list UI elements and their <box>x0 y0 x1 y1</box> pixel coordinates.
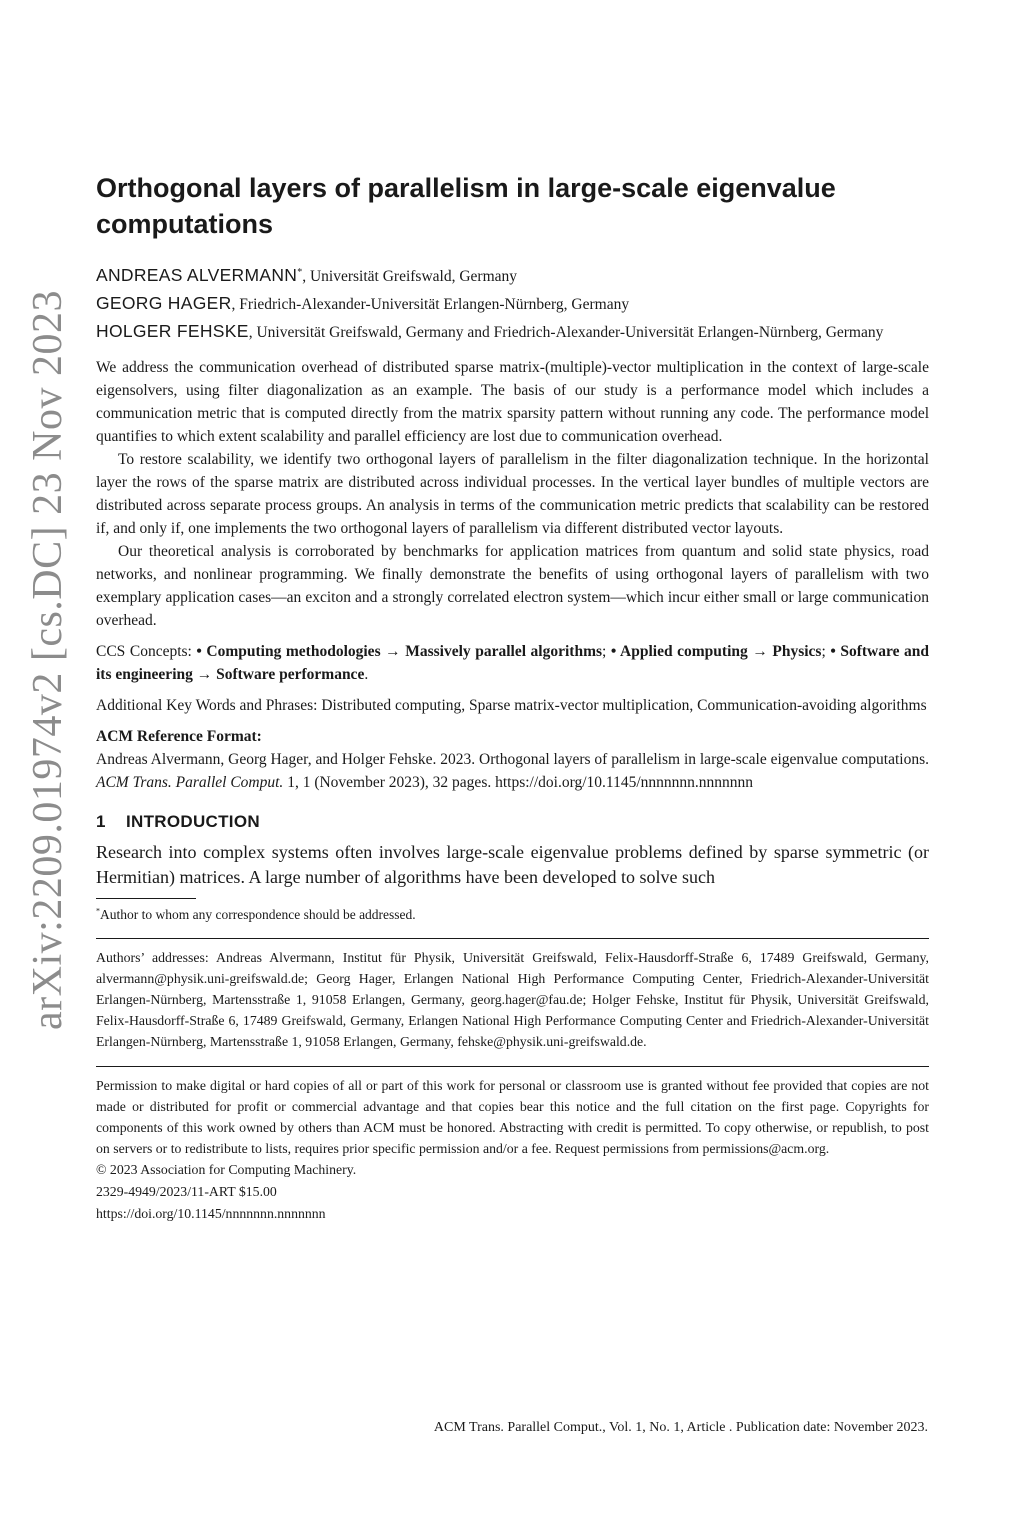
copyright-line: © 2023 Association for Computing Machinery. <box>96 1162 357 1177</box>
abstract-paragraph: We address the communication overhead of distributed sparse matrix-(multiple)-vector multiplication in the context of large-scale eigensolvers, using filter diagonalization as an example. The basis of our study is a performance model which includes a communication metric that is computed directly from the matrix sparsity pattern without running any code. The performance model quantifies to which extent scalability and parallel efficiency are lost due to communication overhead. <box>96 359 929 445</box>
section-heading <box>96 812 929 832</box>
ccs-separator: ; <box>821 643 831 660</box>
footnote-mark: * <box>96 906 100 916</box>
ccs-end: . <box>364 666 369 683</box>
issn-line: 2329-4949/2023/11-ART $15.00 <box>96 1184 277 1199</box>
author-list <box>96 262 929 346</box>
ccs-concept: • Computing methodologies → Massively parallel algorithms <box>196 643 603 660</box>
paper-metadata <box>96 640 929 794</box>
ccs-concepts <box>96 640 929 686</box>
author-entry <box>96 318 929 346</box>
main-content <box>96 170 929 1225</box>
author-affiliation: , Universität Greifswald, Germany <box>302 268 518 285</box>
permission-notice: Permission to make digital or hard copies of all or part of this work for personal or classroom use is granted without fee provided that copies are not made or distributed for profit or commercial advantage and that copies bear this notice and the full citation on the first page. Copyrights for components of this work owned by others than ACM must be honored. Abstracting with credit is permitted. To copy otherwise, or republish, to post on servers or to redistribute to lists, requires prior specific permission and/or a fee. Request permissions from permissions@acm.org. <box>96 1078 929 1156</box>
author-entry <box>96 262 929 290</box>
running-footer: ACM Trans. Parallel Comput., Vol. 1, No. 1, Article . Publication date: November 2023. <box>433 1420 928 1435</box>
ccs-concept: • Applied computing → Physics <box>610 643 822 660</box>
permission-divider <box>96 1066 929 1067</box>
paper-title: Orthogonal layers of parallelism in large-scale eigenvalue computations <box>96 173 836 239</box>
ccs-separator: ; <box>602 643 611 660</box>
acm-reference-journal: ACM Trans. Parallel Comput. <box>96 774 284 791</box>
author-mark: * <box>297 266 303 278</box>
section-number: 1 <box>96 812 106 831</box>
intro-paragraph: Research into complex systems often involves large-scale eigenvalue problems defined by sparse symmetric (or Hermitian) matrices. A large number of algorithms have been developed to solve such <box>96 842 929 887</box>
addresses-divider <box>96 938 929 939</box>
author-entry <box>96 290 929 318</box>
arxiv-stamp <box>16 290 80 1030</box>
acm-reference <box>96 748 929 794</box>
footnote <box>96 905 929 924</box>
author-addresses: Authors’ addresses: Andreas Alvermann, Institut für Physik, Universität Greifswald, Felix-Hausdorff-Straße 6, 17489 Greifswald, Germany, alvermann@physik.uni-greifswald.de; Georg Hager, Erlangen National High Performance Computing Center, Friedrich-Alexander-Universität Erlangen-Nürnberg, Martensstraße 1, 91058 Erlangen, Germany, georg.hager@fau.de; Holger Fehske, Institut für Physik, Universität Greifswald, Felix-Hausdorff-Straße 6, 17489 Greifswald, Germany, Erlangen National High Performance Computing Center and Friedrich-Alexander-Universität Erlangen-Nürnberg, Martensstraße 1, 91058 Erlangen, Germany, fehske@physik.uni-greifswald.de. <box>96 950 929 1049</box>
arxiv-stamp-text: arXiv:2209.01974v2 [cs.DC] 23 Nov 2023 <box>25 290 71 1030</box>
acm-reference-text: 1, 1 (November 2023), 32 pages. https://doi.org/10.1145/nnnnnnn.nnnnnnn <box>283 774 754 791</box>
ccs-concept: • Software and its engineering → Software performance <box>96 643 929 683</box>
author-name: GEORG HAGER <box>96 293 232 313</box>
footnote-text: Author to whom any correspondence should be addressed. <box>100 907 416 922</box>
author-affiliation: , Friedrich-Alexander-Universität Erlangen-Nürnberg, Germany <box>231 296 630 313</box>
ccs-label: CCS Concepts: <box>96 643 197 660</box>
author-name: ANDREAS ALVERMANN <box>96 265 298 285</box>
abstract-paragraph: Our theoretical analysis is corroborated by benchmarks for application matrices from quantum and solid state physics, road networks, and nonlinear programming. We finally demonstrate the benefits of using orthogonal layers of parallelism with two exemplary application cases—an exciton and a strongly correlated electron system—which incur either small or large communication overhead. <box>96 543 929 629</box>
section-title: INTRODUCTION <box>126 812 260 831</box>
acm-reference-text: Andreas Alvermann, Georg Hager, and Holger Fehske. 2023. Orthogonal layers of parallelism in large-scale eigenvalue computations. <box>96 751 929 768</box>
doi-line: https://doi.org/10.1145/nnnnnnn.nnnnnnn <box>96 1206 326 1221</box>
keywords: Additional Key Words and Phrases: Distributed computing, Sparse matrix-vector multiplication, Communication-avoiding algorithms <box>96 697 927 714</box>
acm-reference-heading: ACM Reference Format: <box>96 728 262 745</box>
author-name: HOLGER FEHSKE <box>96 321 249 341</box>
author-affiliation: , Universität Greifswald, Germany and Friedrich-Alexander-Universität Erlangen-Nürnberg, Germany <box>248 324 884 341</box>
footnote-divider <box>96 898 196 899</box>
abstract <box>96 356 929 632</box>
abstract-paragraph: To restore scalability, we identify two orthogonal layers of parallelism in the filter diagonalization technique. In the horizontal layer the rows of the sparse matrix are distributed across individual processes. In the vertical layer bundles of multiple vectors are distributed across separate process groups. An analysis in terms of the communication metric predicts that scalability can be restored if, and only if, one implements the two orthogonal layers of parallelism via different distributed vector layouts. <box>96 451 929 537</box>
